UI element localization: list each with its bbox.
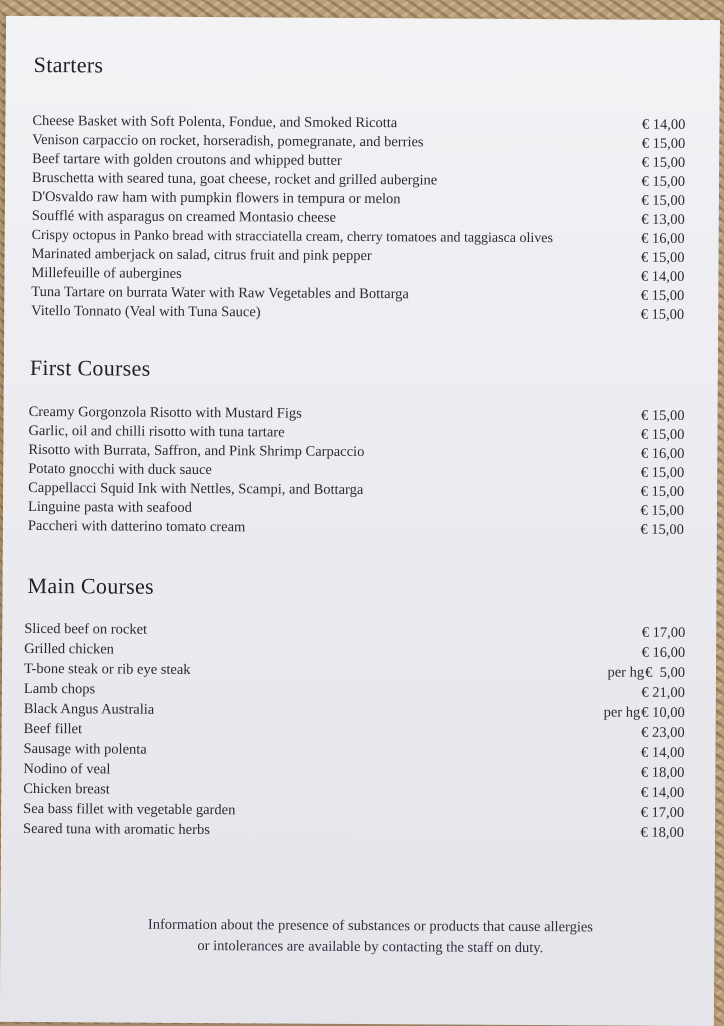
- item-price: [640, 784, 685, 803]
- price-value: € 18,00: [640, 825, 684, 841]
- item-name: Cappellacci Squid Ink with Nettles, Scampi, and Bottarga: [28, 479, 363, 500]
- price-value: € 5,00: [645, 665, 685, 681]
- item-name: D'Osvaldo raw ham with pumpkin flowers in tempura or melon: [32, 188, 401, 209]
- item-name: Garlic, oil and chilli risotto with tuna tartare: [28, 422, 284, 443]
- first-courses-list: [28, 403, 685, 540]
- item-name: Sliced beef on rocket: [24, 620, 147, 640]
- item-name: Potato gnocchi with duck sauce: [28, 460, 212, 480]
- item-price: € 16,00: [641, 445, 685, 464]
- price-value: € 14,00: [641, 745, 685, 761]
- item-name: Venison carpaccio on rocket, horseradish, pomegranate, and berries: [32, 131, 423, 152]
- starters-heading: Starters: [34, 52, 104, 78]
- price-value: € 23,00: [641, 725, 685, 741]
- item-name: Risotto with Burrata, Saffron, and Pink Shrimp Carpaccio: [28, 441, 364, 462]
- item-name: Beef fillet: [24, 720, 83, 739]
- item-name: Marinated amberjack on salad, citrus fruit and pink pepper: [31, 245, 371, 266]
- item-name: Millefeuille of aubergines: [31, 264, 181, 284]
- item-name: Black Angus Australia: [24, 700, 155, 720]
- item-name: Vitello Tonnato (Veal with Tuna Sauce): [31, 302, 261, 322]
- item-name: Nodino of veal: [23, 760, 110, 780]
- price-value: € 17,00: [642, 625, 686, 641]
- item-price: € 15,00: [641, 287, 685, 306]
- item-price: € 14,00: [642, 116, 686, 135]
- item-price: [639, 824, 684, 843]
- menu-sheet: [0, 16, 720, 1026]
- item-name: Beef tartare with golden croutons and whipped butter: [32, 150, 342, 171]
- item-name: Sausage with polenta: [23, 740, 146, 760]
- item-name: Crispy octopus in Panko bread with stracciatella cream, cherry tomatoes and taggiasca olives: [32, 226, 553, 248]
- item-name: Creamy Gorgonzola Risotto with Mustard Figs: [29, 403, 302, 424]
- item-price: € 15,00: [641, 426, 685, 445]
- item-price: [641, 644, 686, 663]
- main-courses-list: [23, 620, 685, 844]
- item-name: Tuna Tartare on burrata Water with Raw Vegetables and Bottarga: [31, 283, 409, 304]
- item-price: € 15,00: [641, 306, 685, 325]
- price-value: € 10,00: [641, 705, 685, 721]
- item-price: [640, 744, 685, 763]
- item-price: € 15,00: [640, 521, 684, 540]
- main-courses-heading: Main Courses: [27, 573, 154, 600]
- item-name: Sea bass fillet with vegetable garden: [23, 800, 235, 820]
- menu-item: [28, 517, 684, 540]
- item-name: Paccheri with datterino tomato cream: [28, 517, 246, 537]
- price-value: € 21,00: [641, 685, 685, 701]
- item-price: € 13,00: [641, 211, 685, 230]
- item-price: [640, 764, 685, 783]
- item-name: Soufflé with asparagus on creamed Montasio cheese: [32, 207, 336, 228]
- menu-item: [23, 820, 684, 844]
- item-price: € 15,00: [641, 464, 685, 483]
- item-name: T-bone steak or rib eye steak: [24, 660, 191, 680]
- item-price: € 15,00: [640, 502, 684, 521]
- starters-list: [31, 112, 685, 325]
- item-name: Linguine pasta with seafood: [28, 498, 192, 518]
- price-value: € 16,00: [642, 645, 686, 661]
- allergy-note-line-2: or intolerances are available by contacting the staff on duty.: [60, 935, 680, 960]
- price-unit: per hg: [604, 704, 641, 720]
- item-price: [640, 724, 685, 743]
- allergy-note-line-1: Information about the presence of substances or products that cause allergies: [60, 914, 680, 939]
- item-name: Bruschetta with seared tuna, goat cheese, rocket and grilled aubergine: [32, 169, 437, 190]
- menu-item: [31, 302, 684, 325]
- item-price: € 15,00: [641, 483, 685, 502]
- item-price: € 15,00: [641, 173, 685, 192]
- item-price: [607, 664, 685, 683]
- allergy-note: [60, 914, 680, 960]
- item-name: Seared tuna with aromatic herbs: [23, 820, 210, 840]
- item-price: [640, 684, 685, 703]
- item-price: € 15,00: [642, 154, 686, 173]
- price-value: € 17,00: [641, 805, 685, 821]
- price-unit: per hg: [607, 665, 644, 681]
- first-courses-heading: First Courses: [30, 355, 151, 382]
- item-name: Lamb chops: [24, 680, 95, 699]
- item-price: [641, 624, 686, 643]
- item-name: Grilled chicken: [24, 640, 114, 660]
- item-price: [604, 703, 685, 722]
- item-price: € 15,00: [641, 192, 685, 211]
- item-name: Chicken breast: [23, 780, 110, 800]
- item-price: [640, 804, 685, 823]
- item-price: € 14,00: [641, 268, 685, 287]
- item-price: € 15,00: [642, 135, 686, 154]
- item-price: € 16,00: [641, 230, 685, 249]
- price-value: € 14,00: [641, 785, 685, 801]
- item-price: € 15,00: [641, 407, 685, 426]
- item-price: € 15,00: [641, 249, 685, 268]
- price-value: € 18,00: [641, 765, 685, 781]
- item-name: Cheese Basket with Soft Polenta, Fondue, and Smoked Ricotta: [32, 112, 397, 133]
